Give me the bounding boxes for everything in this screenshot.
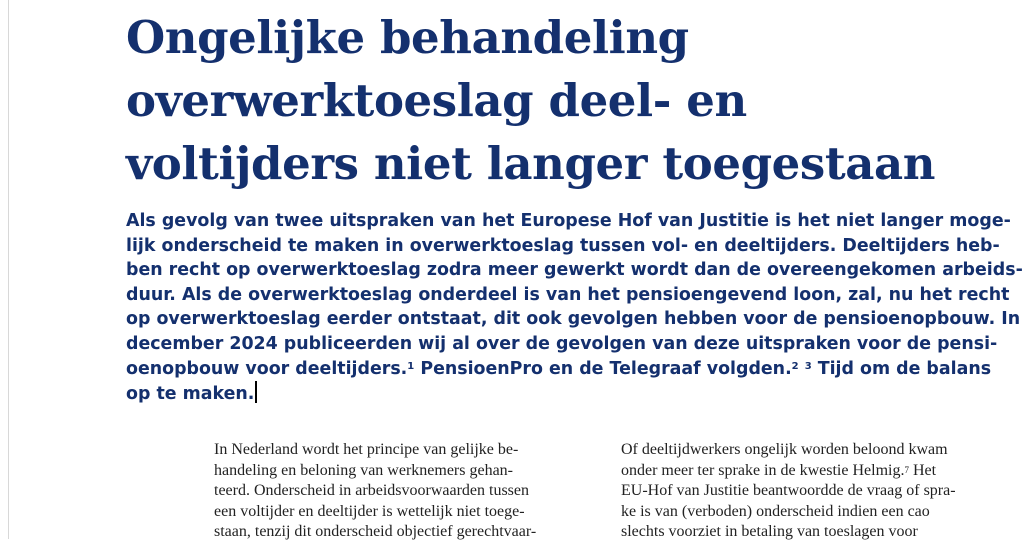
- title-line: Ongelijke behandeling: [126, 11, 689, 64]
- lead-line: [126, 381, 986, 407]
- lead-line: duur. Als de overwerktoeslag onderdeel is van het pensioengevend loon, zal, nu het recht: [126, 284, 1010, 305]
- body-line: In Nederland wordt het principe van gelijke be-: [214, 441, 519, 458]
- lead-line-text: Tijd om de balans: [811, 358, 992, 379]
- footnote-ref[interactable]: 1: [407, 360, 415, 372]
- lead-line: ben recht op overwerktoeslag zodra meer gewerkt wordt dan de overeengekomen arbeids-: [126, 260, 1023, 281]
- body-line: slechts voorziet in betaling van toeslagen voor: [621, 523, 918, 541]
- article-lead[interactable]: [126, 209, 1023, 407]
- body-column-right: [621, 440, 981, 543]
- lead-line-text: oenopbouw voor deeltijders.: [126, 358, 408, 379]
- title-line: voltijders niet langer toegestaan: [126, 137, 936, 190]
- lead-line-text: op te maken.: [126, 384, 255, 405]
- body-line: [621, 461, 981, 482]
- lead-line-text: PensioenPro en de Telegraaf volgden.: [414, 358, 792, 379]
- body-column-left: [214, 440, 574, 543]
- body-line: teerd. Onderscheid in arbeidsvoorwaarden tussen: [214, 482, 529, 500]
- lead-line: op overwerktoeslag eerder ontstaat, dit ook gevolgen hebben voor de pensioenopbouw. In: [126, 309, 1021, 330]
- title-line: overwerktoeslag deel- en: [126, 74, 747, 127]
- body-line-text: Het: [908, 461, 937, 479]
- lead-line: [126, 357, 992, 382]
- body-line: EU-Hof van Justitie beantwoordde de vraag of spra-: [621, 482, 956, 500]
- footnote-ref[interactable]: 2: [791, 360, 799, 372]
- body-line: ke is van (verboden) onderscheid indien een cao: [621, 502, 930, 520]
- lead-line: lijk onderscheid te maken in overwerktoeslag tussen vol- en deeltijders. Deeltijders heb-: [126, 235, 1000, 256]
- lead-line: december 2024 publiceerden wij al over de gevolgen van deze uitspraken voor de pensi-: [126, 333, 998, 354]
- footnote-ref[interactable]: 3: [804, 360, 812, 372]
- footnote-ref[interactable]: 7: [904, 464, 909, 475]
- body-line: handeling en beloning van werknemers gehan-: [214, 461, 514, 479]
- body-line: een voltijder en deeltijder is wettelijk niet toege-: [214, 502, 525, 520]
- body-line-text: onder meer ter sprake in de kwestie Helmig.: [621, 461, 905, 479]
- page-edge-rule: [8, 0, 9, 539]
- body-line: staan, tenzij dit onderscheid objectief gerechtvaar-: [214, 523, 537, 541]
- lead-line: Als gevolg van twee uitspraken van het Europese Hof van Justitie is het niet langer moge-: [126, 211, 1011, 231]
- article-title: [126, 6, 1006, 195]
- text-cursor: [255, 381, 257, 403]
- body-line: Of deeltijdwerkers ongelijk worden beloond kwam: [621, 441, 948, 458]
